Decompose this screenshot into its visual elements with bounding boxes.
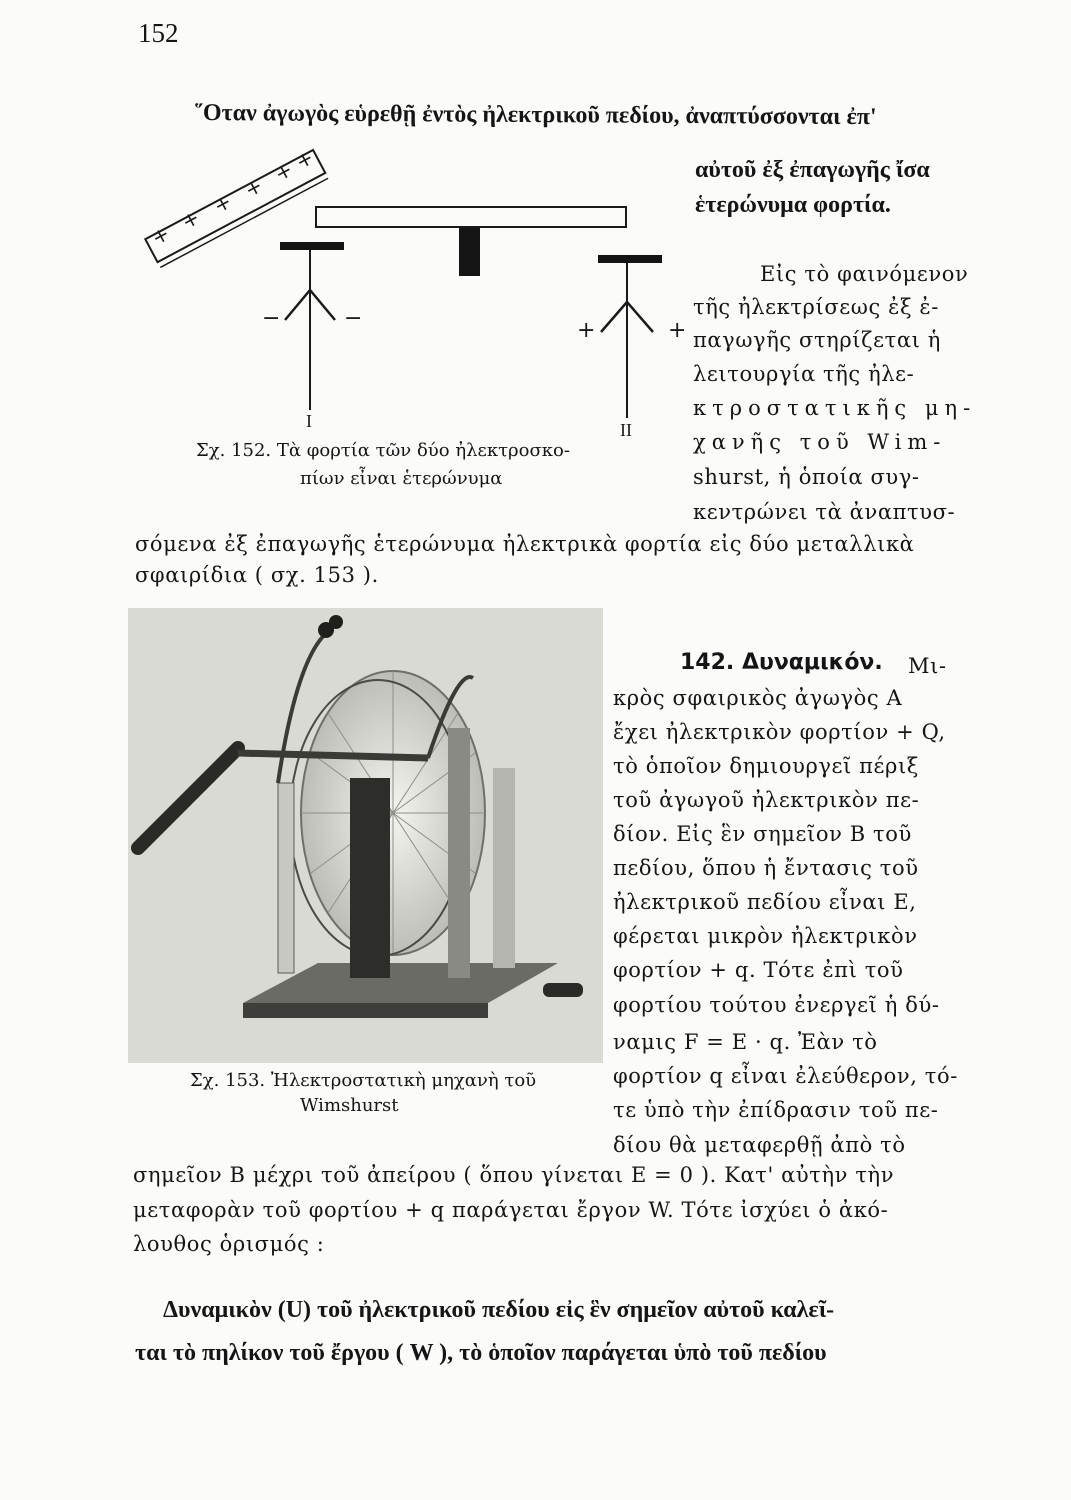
section-142-line-17: μεταφορὰν τοῦ φορτίου + q παράγεται ἔργον W. Τότε ἰσχύει ὁ ἀκό- bbox=[133, 1198, 889, 1222]
right-leaf-sign-2: + bbox=[668, 318, 687, 343]
section-142-line-4: τὸ ὁποῖον δημιουργεῖ πέριξ bbox=[613, 754, 919, 778]
lead-statement-line-2: αὐτοῦ ἐξ ἐπαγωγῆς ἴσα bbox=[695, 157, 930, 183]
section-142-line-7: πεδίου, ὅπου ἡ ἔντασις τοῦ bbox=[613, 856, 919, 880]
section-142-line-8: ἠλεκτρικοῦ πεδίου εἶναι Ε, bbox=[613, 890, 917, 914]
rod-sign-1: + bbox=[147, 220, 174, 251]
definition-line-2: ται τὸ πηλίκον τοῦ ἔργου ( W ), τὸ ὁποῖον παράγεται ὑπὸ τοῦ πεδίου bbox=[135, 1340, 827, 1366]
page-number: 152 bbox=[138, 18, 179, 48]
electroscope-label-right: II bbox=[620, 420, 632, 440]
paragraph-1-line-8: κεντρώνει τὰ ἀναπτυσ- bbox=[693, 500, 956, 524]
section-142-line-10: φορτίον + q. Τότε ἐπὶ τοῦ bbox=[613, 958, 904, 982]
section-142-line-6: δίον. Εἰς ἓν σημεῖον Β τοῦ bbox=[613, 822, 912, 846]
figure-152-caption-line-2: πίων εἶναι ἑτερώνυμα bbox=[300, 468, 503, 489]
paragraph-1-line-3: παγωγῆς στηρίζεται ἡ bbox=[693, 328, 941, 352]
section-142-line-12: ναμις F = E · q. Ἐὰν τὸ bbox=[613, 1030, 878, 1054]
section-142-line-5: τοῦ ἀγωγοῦ ἠλεκτρικὸν πε- bbox=[613, 788, 920, 812]
left-leaf-sign-2: − bbox=[344, 306, 363, 331]
figure-153-caption-line-1: Σχ. 153. Ἠλεκτροστατικὴ μηχανὴ τοῦ bbox=[190, 1070, 537, 1091]
rod-sign-5: + bbox=[270, 156, 297, 187]
figure-153-caption-line-2: Wimshurst bbox=[300, 1095, 399, 1116]
definition-line-1: Δυναμικὸν (U) τοῦ ἠλεκτρικοῦ πεδίου εἰς ἓν σημεῖον αὐτοῦ καλεῖ- bbox=[163, 1297, 835, 1323]
section-142-line-14: τε ὑπὸ τὴν ἐπίδρασιν τοῦ πε- bbox=[613, 1098, 939, 1122]
section-142-line-9: φέρεται μικρὸν ἠλεκτρικὸν bbox=[613, 924, 918, 948]
paragraph-1-line-9: σόμενα ἐξ ἐπαγωγῆς ἑτερώνυμα ἠλεκτρικὰ φορτία εἰς δύο μεταλλικὰ bbox=[135, 532, 915, 556]
section-142-line-3: ἔχει ἠλεκτρικὸν φορτίον + Q, bbox=[613, 720, 946, 744]
section-142-line-11: φορτίου τούτου ἐνεργεῖ ἡ δύ- bbox=[613, 993, 940, 1017]
rod-sign-6: + bbox=[291, 144, 318, 175]
paragraph-1-line-7: shurst, ἡ ὁποία συγ- bbox=[693, 465, 920, 489]
paragraph-1-line-4: λειτουργία τῆς ἠλε- bbox=[693, 362, 915, 386]
rod-sign-3: + bbox=[209, 188, 236, 219]
paragraph-1-line-5: κτροστατικῆς μη- bbox=[693, 396, 977, 420]
paragraph-1-line-6: χανῆς τοῦ Wim- bbox=[693, 430, 947, 454]
rod-sign-2: + bbox=[177, 204, 204, 235]
electroscope-right bbox=[598, 255, 662, 418]
lead-statement-line-1: ῞Οταν ἀγωγὸς εὑρεθῇ ἐντὸς ἠλεκτρικοῦ πεδίου, ἀναπτύσσονται ἐπ' bbox=[194, 100, 877, 131]
section-142-line-2: κρὸς σφαιρικὸς ἀγωγὸς Α bbox=[613, 686, 903, 710]
paragraph-1-line-10: σφαιρίδια ( σχ. 153 ). bbox=[135, 563, 379, 587]
section-142-heading: 142. Δυναμικόν. bbox=[680, 650, 883, 675]
paragraph-1-line-2: τῆς ἠλεκτρίσεως ἐξ ἐ- bbox=[693, 295, 939, 319]
right-leaf-sign-1: + bbox=[577, 318, 596, 343]
section-142-line-1: Μι- bbox=[908, 654, 947, 678]
metal-bar bbox=[316, 207, 626, 227]
figure-153-photo bbox=[128, 608, 603, 1063]
paragraph-1-line-1: Εἰς τὸ φαινόμενον bbox=[760, 262, 969, 286]
section-142-line-15: δίου θὰ μεταφερθῇ ἀπὸ τὸ bbox=[613, 1133, 906, 1157]
left-leaf-sign-1: − bbox=[262, 306, 281, 331]
electroscope-left bbox=[280, 242, 344, 410]
electroscope-label-left: I bbox=[306, 411, 312, 431]
section-142-line-16: σημεῖον Β μέχρι τοῦ ἀπείρου ( ὅπου γίνεται Ε = 0 ). Κατ' αὐτὴν τὴν bbox=[133, 1163, 895, 1187]
insulating-stand bbox=[459, 228, 480, 276]
wimshurst-machine-illustration bbox=[128, 608, 603, 1063]
lead-statement-line-3: ἑτερώνυμα φορτία. bbox=[695, 192, 891, 218]
section-142-line-13: φορτίον q εἶναι ἐλεύθερον, τό- bbox=[613, 1064, 958, 1088]
section-142-line-18: λουθος ὁρισμός : bbox=[133, 1232, 325, 1256]
figure-152-caption-line-1: Σχ. 152. Τὰ φορτία τῶν δύο ἠλεκτροσκο- bbox=[196, 440, 570, 461]
rod-sign-4: + bbox=[240, 172, 267, 203]
